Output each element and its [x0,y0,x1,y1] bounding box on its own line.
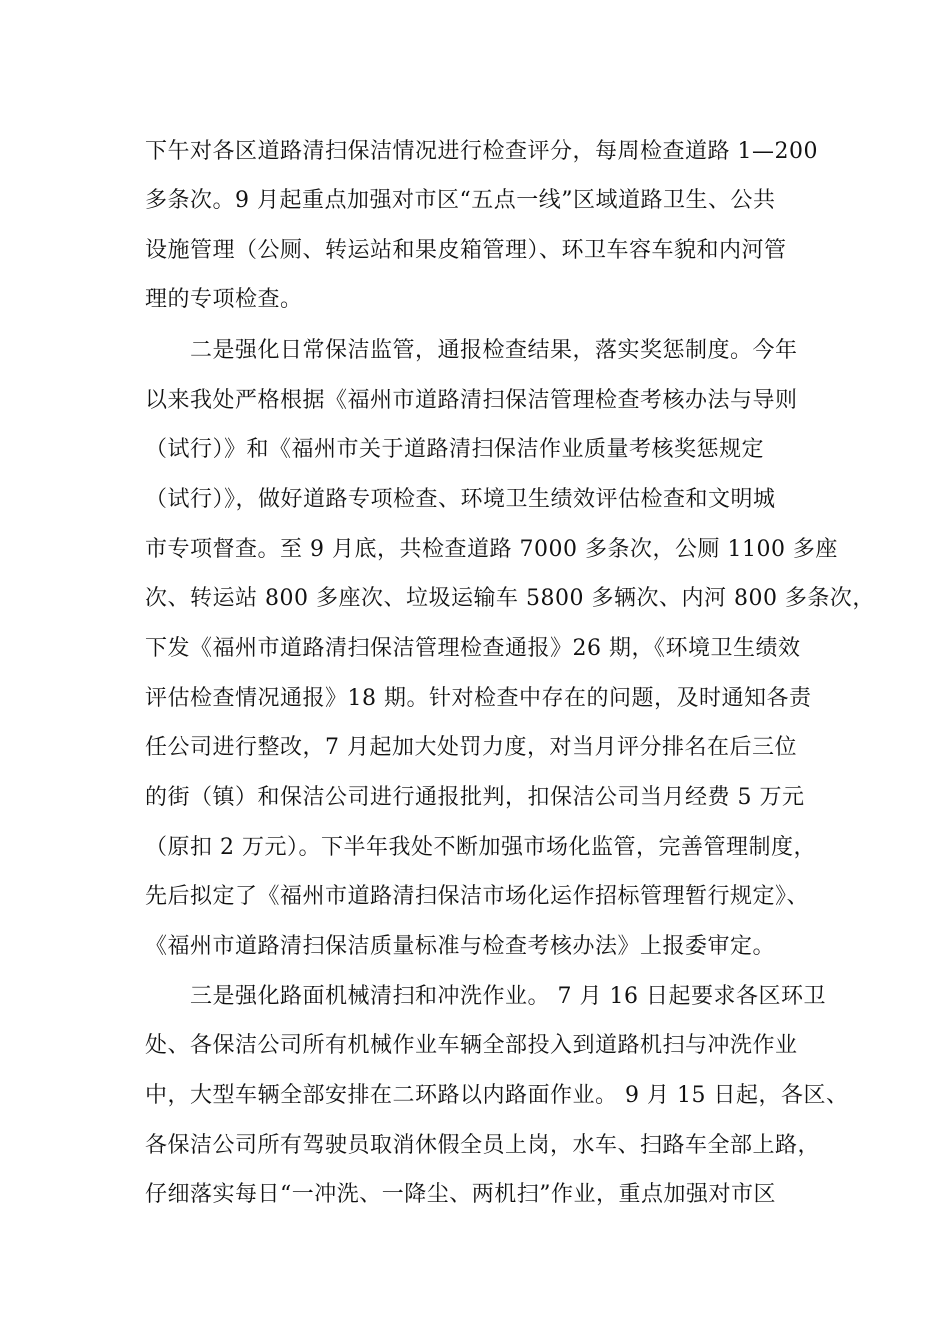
text-line: （试行）》和《福州市关于道路清扫保洁作业质量考核奖惩规定 [145,437,765,462]
paragraph-first-line: 二是强化日常保洁监管，通报检查结果，落实奖惩制度。今年 [190,338,798,363]
text-line: 中，大型车辆全部安排在二环路以内路面作业。 9 月 15 日起，各区、 [145,1083,849,1108]
text-line: 理的专项检查。 [145,287,303,312]
paragraph-first-line: 三是强化路面机械清扫和冲洗作业。 7 月 16 日起要求各区环卫 [190,984,826,1009]
text-line: 下发《福州市道路清扫保洁管理检查通报》26 期，《环境卫生绩效 [145,636,801,661]
text-line: （试行）》，做好道路专项检查、环境卫生绩效评估检查和文明城 [145,487,776,512]
text-line: 设施管理（公厕、转运站和果皮箱管理）、环卫车容车貌和内河管 [145,238,787,263]
text-line: 的街（镇）和保洁公司进行通报批判，扣保洁公司当月经费 5 万元 [145,785,805,810]
text-line: 各保洁公司所有驾驶员取消休假全员上岗，水车、扫路车全部上路， [145,1133,821,1158]
text-line: 以来我处严格根据《福州市道路清扫保洁管理检查考核办法与导则 [145,388,798,413]
text-line: 评估检查情况通报》18 期。针对检查中存在的问题，及时通知各责 [145,686,812,711]
text-line: 下午对各区道路清扫保洁情况进行检查评分，每周检查道路 1—200 [145,139,818,164]
text-line: 市专项督查。至 9 月底，共检查道路 7000 多条次，公厕 1100 多座 [145,537,838,562]
text-line: （原扣 2 万元）。下半年我处不断加强市场化监管，完善管理制度， [145,835,816,860]
text-line: 多条次。9 月起重点加强对市区“五点一线”区域道路卫生、公共 [145,188,776,213]
text-line: 先后拟定了《福州市道路清扫保洁市场化运作招标管理暂行规定》、 [145,884,810,909]
text-line: 仔细落实每日“一冲洗、一降尘、两机扫”作业，重点加强对市区 [145,1182,776,1207]
text-line: 处、各保洁公司所有机械作业车辆全部投入到道路机扫与冲洗作业 [145,1033,798,1058]
text-line: 《福州市道路清扫保洁质量标准与检查考核办法》上报委审定。 [145,934,776,959]
text-line: 任公司进行整改，7 月起加大处罚力度，对当月评分排名在后三位 [145,735,797,760]
text-line: 次、转运站 800 多座次、垃圾运输车 5800 多辆次、内河 800 多条次， [145,586,875,611]
